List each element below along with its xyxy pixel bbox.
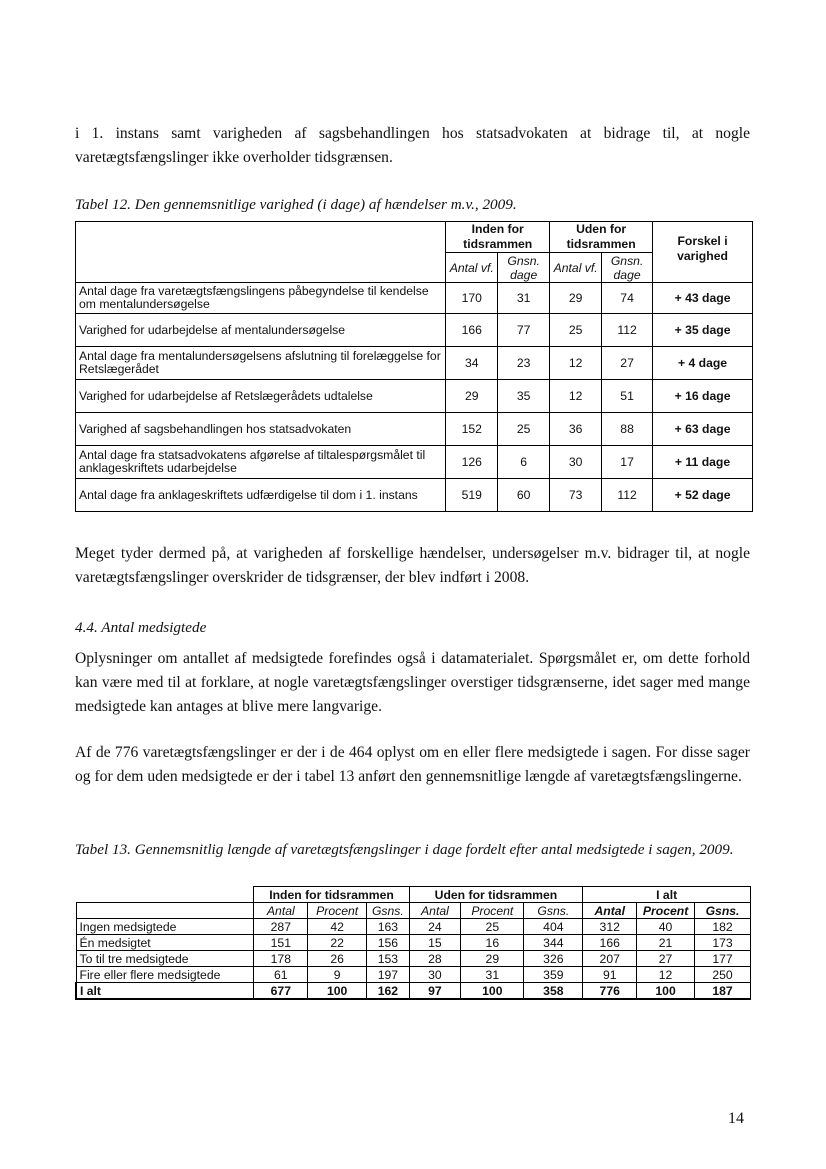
table12-group-inden: Inden for tidsrammen: [446, 222, 550, 253]
intro-paragraph: i 1. instans samt varigheden af sagsbehandlingen hos statsadvokaten at bidrage til, at nogle varetægtsfængslinger ikke overholder tidsgrænsen.: [75, 125, 750, 166]
table13-group-inden: Inden for tidsrammen: [254, 887, 409, 903]
table13-corner: [76, 887, 254, 903]
table12-forskel-header: Forskel i varighed: [653, 222, 753, 283]
table13-group-uden: Uden for tidsrammen: [409, 887, 583, 903]
table-row: Antal dage fra anklageskriftets udfærdigelse til dom i 1. instans 519 60 73 112 + 52 dage: [76, 479, 753, 512]
medsigtede-paragraph: Oplysninger om antallet af medsigtede forefindes også i datamaterialet. Spørgsmålet er, om dette forhold kan være med til at forklare, at nogle varetægtsfængslinger overstiger tidsgrænserne, idet sager med mange medsigtede kan antages at blive mere langvarige.: [75, 650, 750, 715]
table13-label-header: [76, 903, 254, 919]
table-total-row: I alt 677 100 162 97 100 358 776 100 187: [76, 983, 751, 1000]
table12-antal-2: Antal vf.: [550, 253, 602, 283]
table-row: Én medsigtet 151 22 156 15 16 344 166 21 173: [76, 935, 751, 951]
table12-antal-1: Antal vf.: [446, 253, 498, 283]
table-row: Antal dage fra varetægtsfængslingens påbegyndelse til kendelse om mentalundersøgelse 170 31 29 74 + 43 dage: [76, 283, 753, 314]
table13-caption: Tabel 13. Gennemsnitlig længde af varetægtsfængslinger i dage fordelt efter antal medsigtede i sagen, 2009.: [75, 841, 734, 858]
table-12: [75, 221, 753, 512]
table12-group-uden: Uden for tidsrammen: [550, 222, 653, 253]
table-row: Varighed for udarbejdelse af Retslægerådets udtalelse 29 35 12 51 + 16 dage: [76, 380, 753, 413]
result-paragraph: Meget tyder dermed på, at varigheden af forskellige hændelser, undersøgelser m.v. bidrager til, at nogle varetægtsfængslinger overskrider de tidsgrænser, der blev indført i 2008.: [75, 545, 750, 586]
table12-corner: [76, 222, 446, 283]
count-paragraph: Af de 776 varetægtsfængslinger er der i de 464 oplyst om en eller flere medsigtede i sagen. For disse sager og for dem uden medsigtede er der i tabel 13 anført den gennemsnitlige længde af varetægtsfængslingerne.: [75, 744, 750, 785]
table13-group-ialt: I alt: [583, 887, 751, 903]
table-row: Antal dage fra mentalundersøgelsens afslutning til forelæggelse for Retslægerådet 34 23 12 27 + 4 dage: [76, 347, 753, 380]
table-row: Varighed for udarbejdelse af mentalundersøgelse 166 77 25 112 + 35 dage: [76, 314, 753, 347]
section-heading: 4.4. Antal medsigtede: [75, 619, 207, 636]
table-row: Varighed af sagsbehandlingen hos statsadvokaten 152 25 36 88 + 63 dage: [76, 413, 753, 446]
page-number: 14: [728, 1110, 744, 1127]
table12-caption: Tabel 12. Den gennemsnitlige varighed (i dage) af hændelser m.v., 2009.: [75, 196, 517, 213]
table-row: Antal dage fra statsadvokatens afgørelse af tiltalespørgsmålet til anklageskriftets udarbejdelse 126 6 30 17 + 11 dage: [76, 446, 753, 479]
table-row: Fire eller flere medsigtede 61 9 197 30 31 359 91 12 250: [76, 967, 751, 983]
table12-gnsn-1: Gnsn. dage: [498, 253, 550, 283]
table-row: Ingen medsigtede 287 42 163 24 25 404 312 40 182: [76, 919, 751, 935]
table-13: Inden for tidsrammen Uden for tidsrammen I alt Antal Procent Gsns. Antal Procent Gsns. Antal Procent Gsns. Ingen medsigtede 287 42 163 24 25 404 312 40 182 Én medsigtet 151 22 156 15 16 344 166 21 173 To til tre medsigtede 178 26 153 28 29 326 207 27 177 Fire eller flere medsigtede 61 9 197 30 31 359 91 12 250 I alt 677 100 162 97 100 358 776 100 187: [75, 886, 751, 1000]
table12-gnsn-2: Gnsn. dage: [602, 253, 653, 283]
table-row: To til tre medsigtede 178 26 153 28 29 326 207 27 177: [76, 951, 751, 967]
